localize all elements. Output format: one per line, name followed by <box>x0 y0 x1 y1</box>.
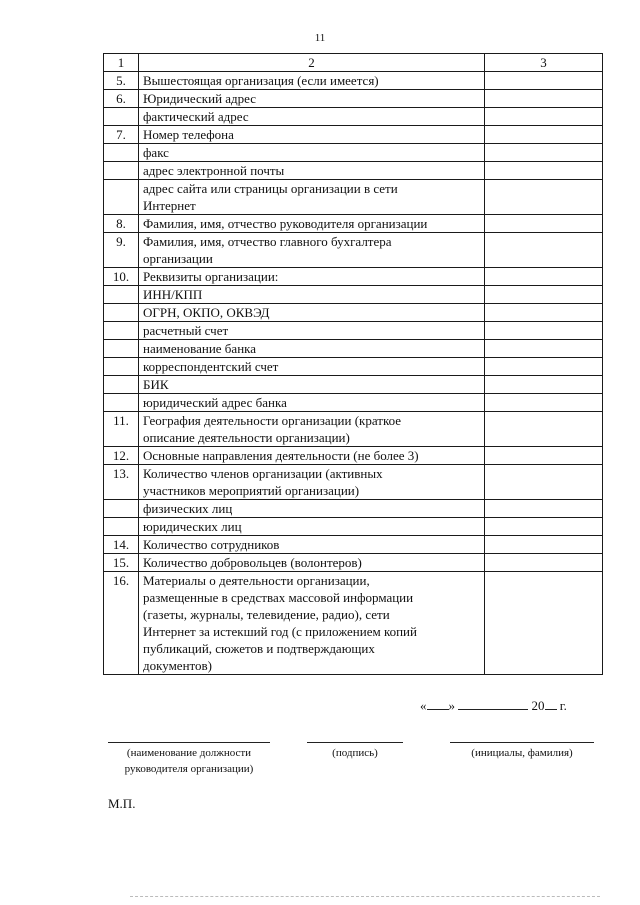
row-number: 11. <box>104 412 139 447</box>
row-value-cell[interactable] <box>485 465 603 500</box>
row-number <box>104 394 139 412</box>
year-blank[interactable] <box>545 697 557 710</box>
row-label <box>139 376 485 394</box>
column-header-2: 2 <box>139 54 485 72</box>
row-label-line: публикаций, сюжетов и подтверждающих <box>143 641 375 656</box>
row-number <box>104 162 139 180</box>
row-number <box>104 180 139 215</box>
row-value-cell[interactable] <box>485 412 603 447</box>
row-value-cell[interactable] <box>485 108 603 126</box>
column-header-3: 3 <box>485 54 603 72</box>
row-label <box>139 286 485 304</box>
table-row <box>104 322 603 340</box>
table-row <box>104 72 603 90</box>
open-quote: « <box>420 698 427 713</box>
row-number <box>104 340 139 358</box>
row-value-cell[interactable] <box>485 358 603 376</box>
row-label-line: Юридический адрес <box>143 91 257 106</box>
row-label-line: наименование банка <box>143 341 257 356</box>
row-value-cell[interactable] <box>485 162 603 180</box>
row-label-line: фактический адрес <box>143 109 249 124</box>
row-number <box>104 322 139 340</box>
name-signature-line[interactable] <box>450 742 594 743</box>
row-value-cell[interactable] <box>485 126 603 144</box>
row-value-cell[interactable] <box>485 72 603 90</box>
table-row <box>104 108 603 126</box>
row-value-cell[interactable] <box>485 500 603 518</box>
row-label <box>139 304 485 322</box>
table-row <box>104 340 603 358</box>
row-label-line: Материалы о деятельности организации, <box>143 573 370 588</box>
table-row <box>104 572 603 675</box>
row-label-line: Реквизиты организации: <box>143 269 279 284</box>
row-label-line: Фамилия, имя, отчество руководителя организации <box>143 216 428 231</box>
row-label-line: ИНН/КПП <box>143 287 203 302</box>
row-label-line: документов) <box>143 658 213 673</box>
position-caption-line-1: (наименование должности <box>126 747 252 759</box>
row-label <box>139 268 485 286</box>
table-row <box>104 233 603 268</box>
table-row <box>104 162 603 180</box>
row-number: 8. <box>104 215 139 233</box>
scan-artifact-line <box>130 896 600 897</box>
row-label <box>139 536 485 554</box>
row-value-cell[interactable] <box>485 572 603 675</box>
row-value-cell[interactable] <box>485 518 603 536</box>
row-label <box>139 500 485 518</box>
row-label <box>139 554 485 572</box>
row-label <box>139 447 485 465</box>
row-value-cell[interactable] <box>485 447 603 465</box>
row-value-cell[interactable] <box>485 340 603 358</box>
row-label <box>139 144 485 162</box>
row-label-line: Количество сотрудников <box>143 537 280 552</box>
row-value-cell[interactable] <box>485 376 603 394</box>
table-row <box>104 215 603 233</box>
row-label <box>139 126 485 144</box>
row-value-cell[interactable] <box>485 554 603 572</box>
signature-caption: (подпись) <box>332 747 378 759</box>
row-label-line: организации <box>143 251 213 266</box>
row-value-cell[interactable] <box>485 233 603 268</box>
row-label <box>139 572 485 675</box>
row-number: 16. <box>104 572 139 675</box>
row-number: 13. <box>104 465 139 500</box>
row-label-line: юридический адрес банка <box>143 395 287 410</box>
organization-info-table <box>103 53 603 675</box>
row-number: 12. <box>104 447 139 465</box>
row-label-line: адрес электронной почты <box>143 163 285 178</box>
row-label <box>139 518 485 536</box>
row-number <box>104 144 139 162</box>
row-label <box>139 233 485 268</box>
row-label <box>139 358 485 376</box>
row-label-line: Фамилия, имя, отчество главного бухгалтера <box>143 234 392 249</box>
row-label <box>139 162 485 180</box>
table-row <box>104 268 603 286</box>
table-row <box>104 412 603 447</box>
table-row <box>104 518 603 536</box>
table-row <box>104 180 603 215</box>
row-label-line: Интернет за истекший год (с приложением копий <box>143 624 417 639</box>
column-header-row <box>104 54 603 72</box>
close-quote: » <box>448 698 455 713</box>
row-label-line: Количество добровольцев (волонтеров) <box>143 555 362 570</box>
year-suffix: г. <box>559 698 567 713</box>
row-value-cell[interactable] <box>485 286 603 304</box>
row-label-line: Количество членов организации (активных <box>143 466 383 481</box>
month-blank[interactable] <box>458 697 528 710</box>
row-number <box>104 500 139 518</box>
row-value-cell[interactable] <box>485 322 603 340</box>
row-label <box>139 72 485 90</box>
row-number: 7. <box>104 126 139 144</box>
position-signature-line[interactable] <box>108 742 270 743</box>
row-number: 10. <box>104 268 139 286</box>
row-label-line: размещенные в средствах массовой информации <box>143 590 414 605</box>
row-label-line: ОГРН, ОКПО, ОКВЭД <box>143 305 270 320</box>
table-row <box>104 536 603 554</box>
row-label <box>139 465 485 500</box>
row-number <box>104 286 139 304</box>
row-number: 9. <box>104 233 139 268</box>
row-label-line: География деятельности организации (краткое <box>143 413 402 428</box>
column-header-1: 1 <box>104 54 139 72</box>
row-label <box>139 180 485 215</box>
row-number <box>104 358 139 376</box>
row-value-cell[interactable] <box>485 144 603 162</box>
table-row <box>104 126 603 144</box>
row-value-cell[interactable] <box>485 180 603 215</box>
row-value-cell[interactable] <box>485 394 603 412</box>
row-label <box>139 340 485 358</box>
page-number: 11 <box>314 32 326 44</box>
year-prefix: 20 <box>531 698 545 713</box>
position-caption <box>100 745 278 777</box>
table-row <box>104 447 603 465</box>
row-number <box>104 108 139 126</box>
position-caption-line-2: руководителя организации) <box>124 763 254 775</box>
row-value-cell[interactable] <box>485 536 603 554</box>
row-label-line: юридических лиц <box>143 519 242 534</box>
row-number <box>104 304 139 322</box>
table-row <box>104 358 603 376</box>
row-value-cell[interactable] <box>485 215 603 233</box>
row-label-line: БИК <box>143 377 169 392</box>
table-row <box>104 500 603 518</box>
row-label <box>139 322 485 340</box>
row-number <box>104 518 139 536</box>
name-caption: (инициалы, фамилия) <box>471 747 573 759</box>
row-number: 15. <box>104 554 139 572</box>
table-row <box>104 394 603 412</box>
row-number: 6. <box>104 90 139 108</box>
row-label-line: описание деятельности организации) <box>143 430 350 445</box>
signature-line[interactable] <box>307 742 403 743</box>
row-label-line: адрес сайта или страницы организации в сети <box>143 181 398 196</box>
row-label-line: корреспондентский счет <box>143 359 279 374</box>
row-label <box>139 412 485 447</box>
row-label-line: Интернет <box>143 198 196 213</box>
table-row <box>104 286 603 304</box>
row-value-cell[interactable] <box>485 90 603 108</box>
row-number: 5. <box>104 72 139 90</box>
row-number: 14. <box>104 536 139 554</box>
row-label-line: расчетный счет <box>143 323 229 338</box>
row-label <box>139 108 485 126</box>
row-label <box>139 90 485 108</box>
row-label <box>139 215 485 233</box>
row-label-line: участников мероприятий организации) <box>143 483 360 498</box>
table-row <box>104 376 603 394</box>
row-label-line: (газеты, журналы, телевидение, радио), сети <box>143 607 390 622</box>
table-row <box>104 465 603 500</box>
row-label <box>139 394 485 412</box>
table-row <box>104 554 603 572</box>
row-label-line: Номер телефона <box>143 127 234 142</box>
row-label-line: физических лиц <box>143 501 233 516</box>
date-line <box>420 697 567 714</box>
row-value-cell[interactable] <box>485 268 603 286</box>
table-row <box>104 144 603 162</box>
table-row <box>104 90 603 108</box>
row-value-cell[interactable] <box>485 304 603 322</box>
row-label-line: факс <box>143 145 169 160</box>
row-label-line: Вышестоящая организация (если имеется) <box>143 73 379 88</box>
stamp-label: М.П. <box>108 796 136 811</box>
day-blank[interactable] <box>427 697 449 710</box>
row-label-line: Основные направления деятельности (не более 3) <box>143 448 419 463</box>
table-row <box>104 304 603 322</box>
row-number <box>104 376 139 394</box>
